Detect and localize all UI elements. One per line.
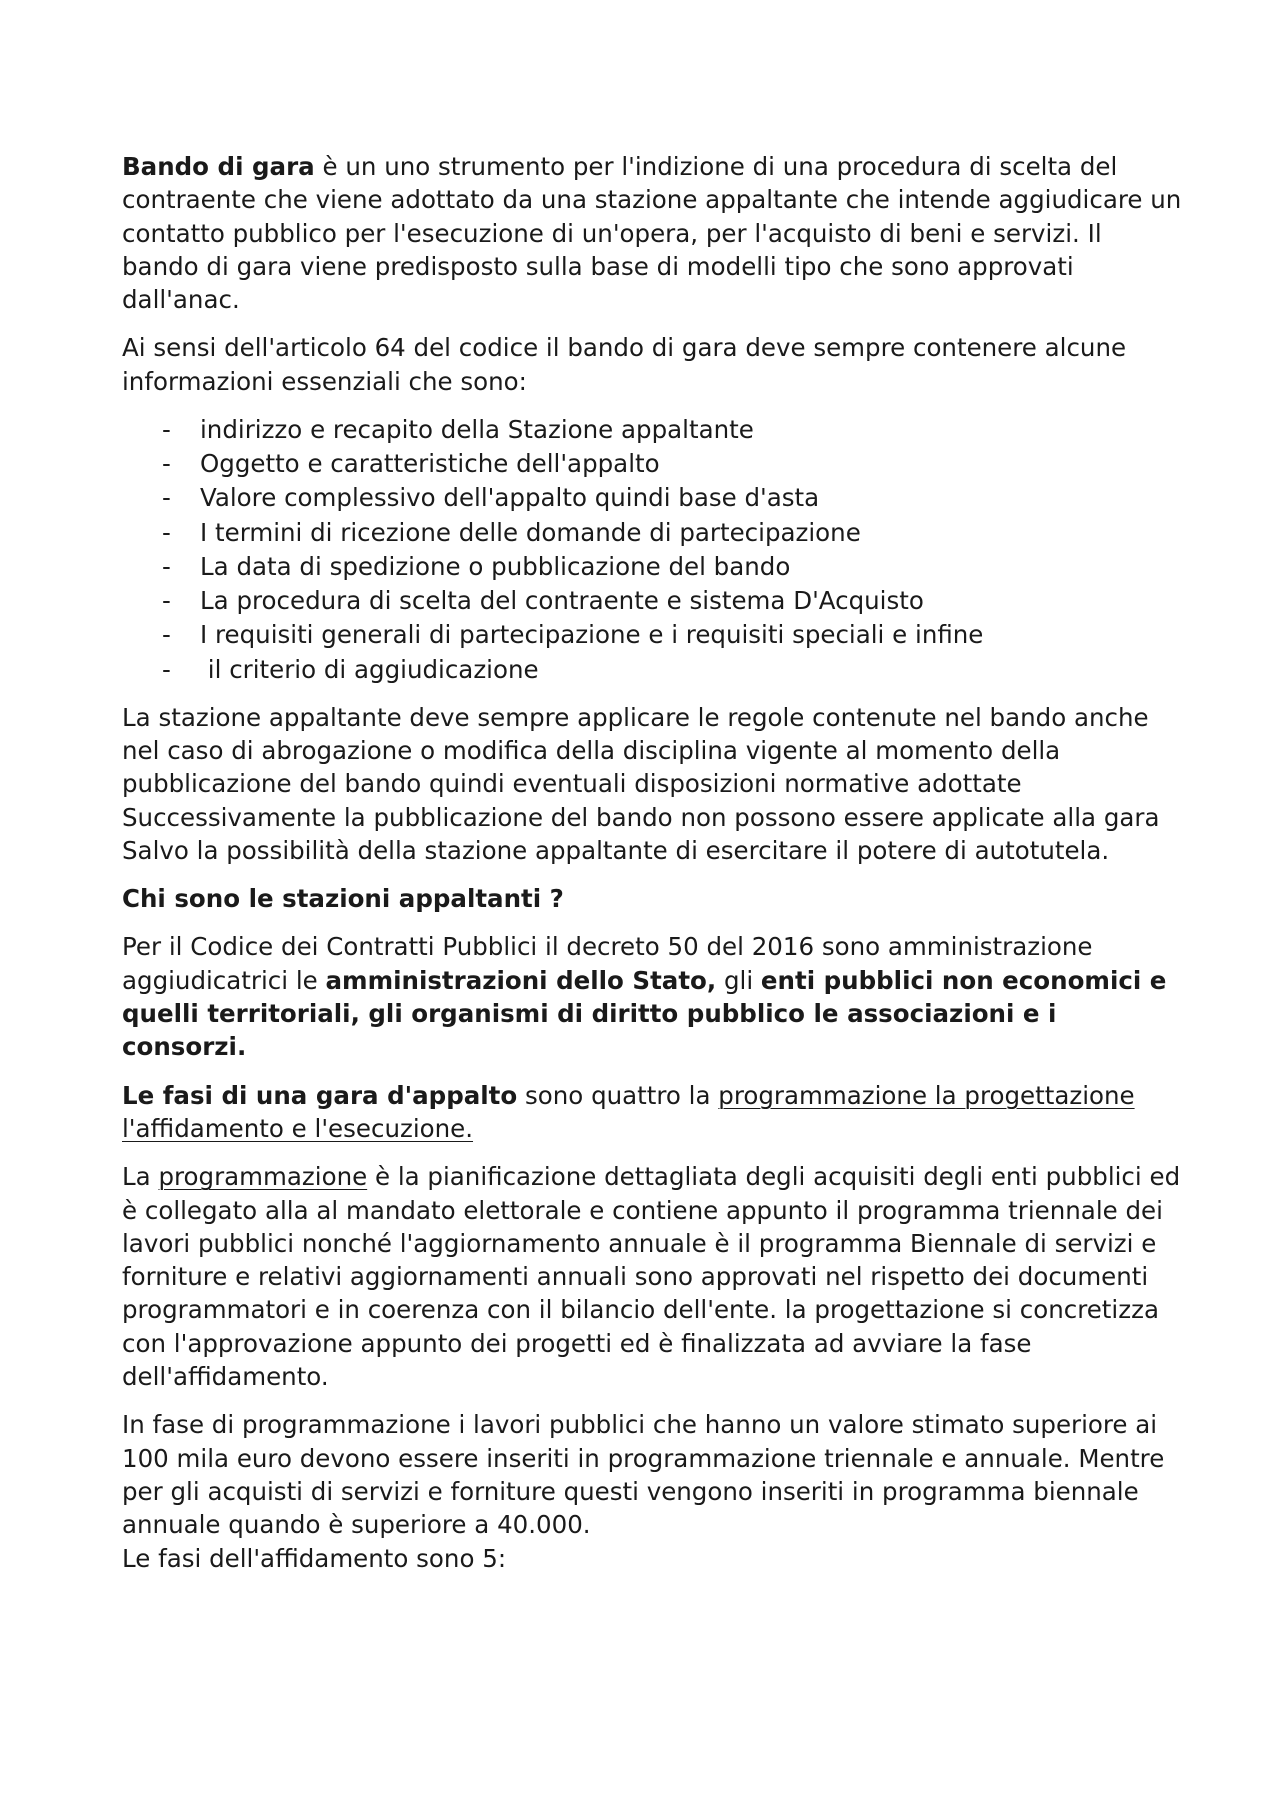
list-item-text: Valore complessivo dell'appalto quindi base d'asta: [200, 483, 820, 513]
valore-stimato-paragraph: In fase di programmazione i lavori pubblici che hanno un valore stimato superiore ai 100 mila euro devono essere inseriti in programmazione triennale e annuale. Mentre per gli acquisti di servizi e forniture questi vengono inseriti in programma biennale annuale quando è superiore a 40.000.: [122, 1410, 1165, 1540]
list-item: [122, 550, 1182, 584]
bando-di-gara-term: Bando di gara: [122, 152, 315, 181]
list-item: [122, 481, 1182, 515]
stazione-appaltante-paragraph: La stazione appaltante deve sempre applicare le regole contenute nel bando anche nel caso di abrogazione o modifica della disciplina vigente al momento della pubblicazione del bando quindi eventuali disposizioni normative adottate Successivamente la pubblicazione del bando non possono essere applicate alla gara Salvo la possibilità della stazione appaltante di esercitare il potere di autotutela.: [122, 702, 1160, 865]
list-item-text: indirizzo e recapito della Stazione appaltante: [200, 415, 754, 445]
fasi-gara-text: sono quattro la: [517, 1080, 719, 1110]
codice-text-1: Per il Codice dei Contratti Pubblici il decreto 50 del 2016 sono amministrazione aggiudicatrici le: [122, 932, 1093, 995]
list-item-text: I termini di ricezione delle domande di partecipazione: [200, 517, 861, 547]
list-dash: -: [162, 620, 171, 650]
list-item-text: La data di spedizione o pubblicazione del bando: [200, 551, 791, 581]
section-heading: [122, 882, 1182, 915]
list-item-text: I requisiti generali di partecipazione e i requisiti speciali e infine: [200, 620, 984, 650]
list-item: [122, 584, 1182, 618]
intro-paragraph: [122, 150, 1182, 316]
programmazione-term: programmazione: [158, 1162, 368, 1192]
list-dash: -: [162, 449, 171, 479]
list-item-text: La procedura di scelta del contraente e sistema D'Acquisto: [200, 586, 924, 616]
document-page: [122, 150, 1182, 1590]
intro-text: è un uno strumento per l'indizione di una procedura di scelta del contraente che viene adottato da una stazione appaltante che intende aggiudicare un contatto pubblico per l'esecuzione di un'opera, per l'acquisto di beni e servizi. Il bando di gara viene predisposto sulla base di modelli tipo che sono approvati dall'anac.: [122, 152, 1182, 315]
list-dash: -: [162, 517, 171, 547]
list-item: [122, 447, 1182, 481]
amministrazioni-term: amministrazioni dello Stato,: [325, 965, 717, 995]
stazioni-appaltanti-heading: Chi sono le stazioni appaltanti ?: [122, 884, 564, 914]
enti-pubblici-term: enti pubblici non economici e quelli territoriali, gli organismi di diritto pubblico le associazioni e i consorzi.: [122, 965, 1167, 1062]
list-dash: -: [162, 415, 171, 445]
list-item-text: il criterio di aggiudicazione: [200, 654, 539, 684]
list-item: [122, 618, 1182, 652]
list-item: [122, 653, 1182, 687]
list-dash: -: [162, 483, 171, 513]
codice-contratti-paragraph: [122, 930, 1182, 1063]
fasi-list-underlined: programmazione la progettazione l'affidamento e l'esecuzione.: [122, 1080, 1135, 1143]
list-dash: -: [162, 551, 171, 581]
codice-text-2: gli: [716, 965, 761, 995]
programmazione-text-2: è la pianificazione dettagliata degli acquisiti degli enti pubblici ed è collegato alla al mandato elettorale e contiene appunto il programma triennale dei lavori pubblici nonché l'aggiornamento annuale è il programma Biennale di servizi e forniture e relativi aggiornamenti annuali sono approvati nel rispetto dei documenti programmatori e in coerenza con il bilancio dell'ente. la progettazione si concretizza con l'approvazione appunto dei progetti ed è finalizzata ad avviare la fase dell'affidamento.: [122, 1162, 1181, 1392]
list-item: [122, 413, 1182, 447]
fasi-gara-paragraph: [122, 1079, 1182, 1146]
list-dash: -: [162, 586, 171, 616]
fasi-gara-term: Le fasi di una gara d'appalto: [122, 1080, 518, 1110]
list-dash: -: [162, 654, 171, 684]
list-item: [122, 516, 1182, 550]
essential-info-list: [122, 413, 1182, 687]
programmazione-paragraph: [122, 1160, 1182, 1393]
programmazione-text-1: La: [122, 1162, 159, 1192]
list-item-text: Oggetto e caratteristiche dell'appalto: [200, 449, 660, 479]
fasi-affidamento-paragraph: Le fasi dell'affidamento sono 5:: [122, 1543, 507, 1573]
article-64-paragraph: Ai sensi dell'articolo 64 del codice il bando di gara deve sempre contenere alcune informazioni essenziali che sono:: [122, 333, 1127, 396]
